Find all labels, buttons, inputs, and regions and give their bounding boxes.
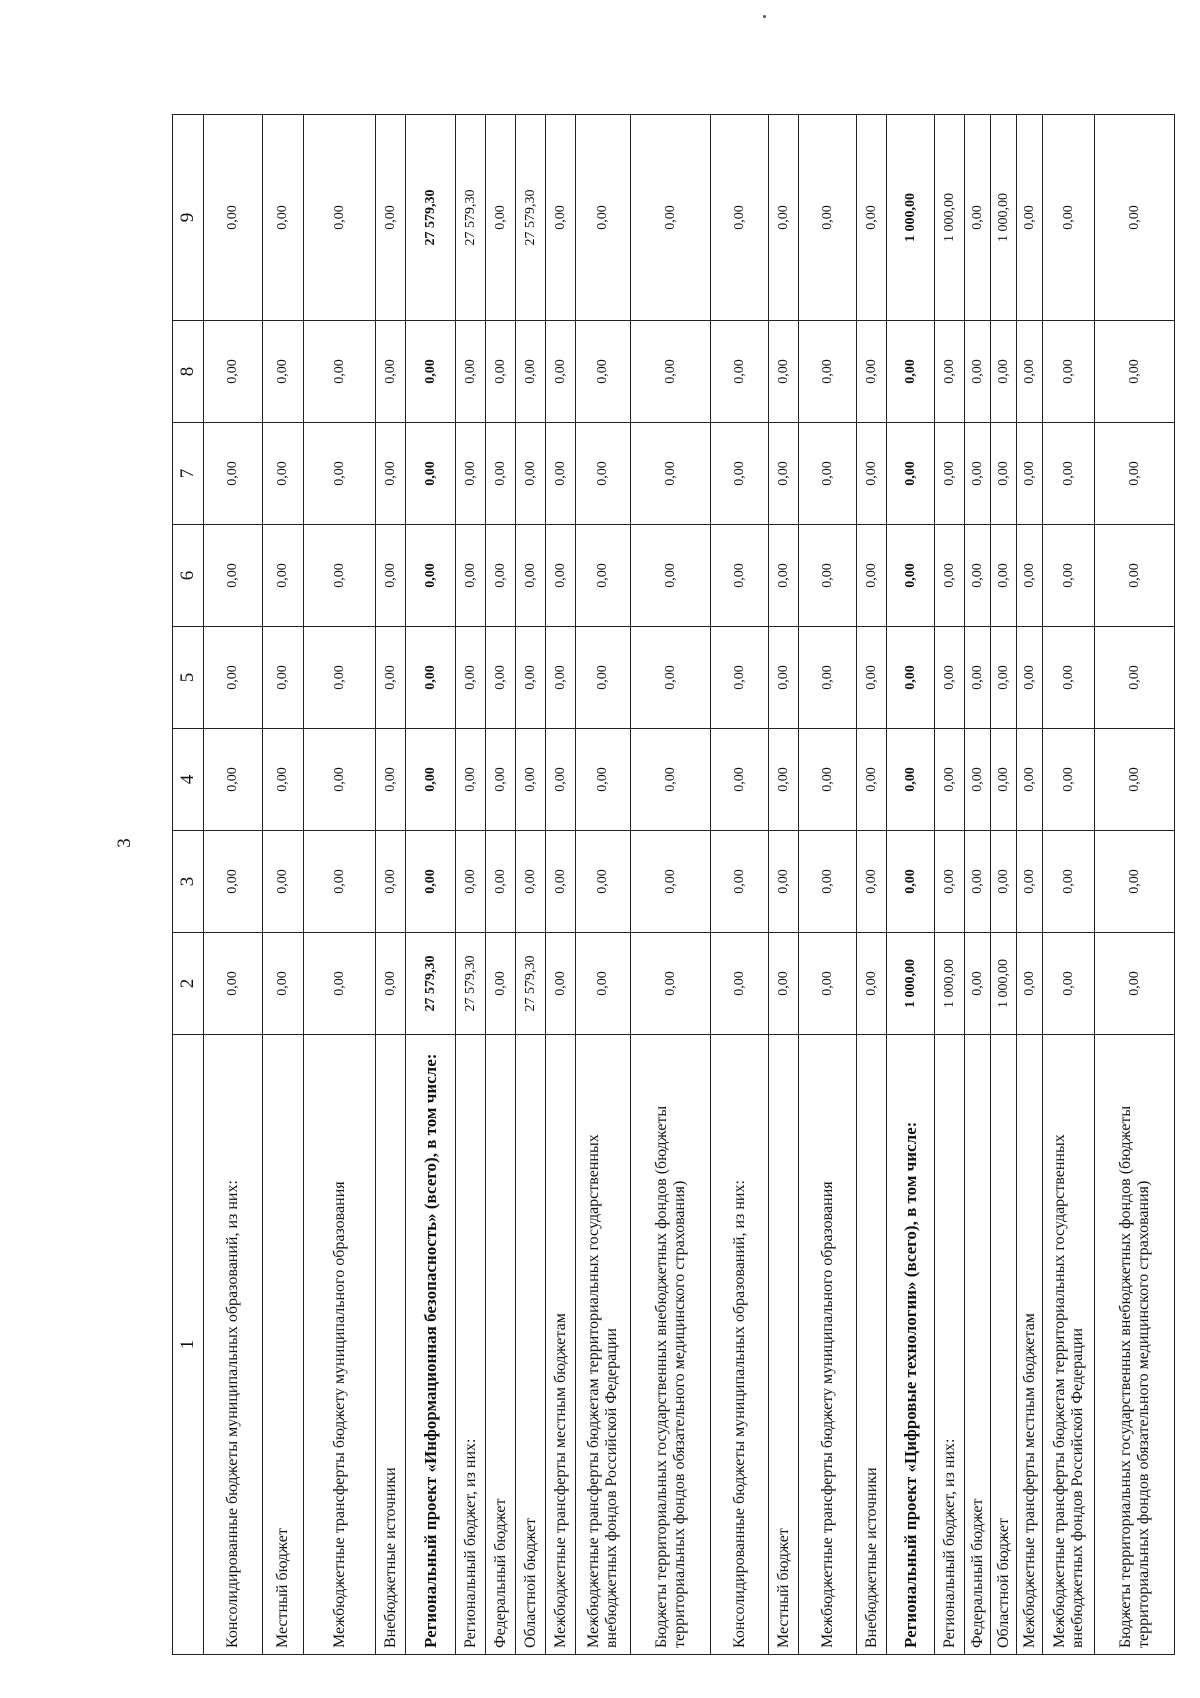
cell-value: 27 579,30 <box>516 115 546 321</box>
cell-value: 0,00 <box>406 423 456 525</box>
cell-value: 27 579,30 <box>406 933 456 1035</box>
cell-value: 0,00 <box>516 321 546 423</box>
cell-value: 0,00 <box>376 627 406 729</box>
cell-value: 0,00 <box>406 831 456 933</box>
cell-value: 0,00 <box>1095 831 1175 933</box>
cell-value: 0,00 <box>1017 525 1043 627</box>
cell-value: 0,00 <box>456 729 486 831</box>
cell-value: 27 579,30 <box>456 933 486 1035</box>
cell-value: 0,00 <box>376 423 406 525</box>
cell-value: 0,00 <box>576 831 631 933</box>
table-row <box>887 115 935 1655</box>
row-label: Внебюджетные источники <box>857 1035 887 1655</box>
table-row <box>516 115 546 1655</box>
cell-value: 0,00 <box>456 831 486 933</box>
cell-value: 0,00 <box>263 115 304 321</box>
cell-value: 0,00 <box>1043 525 1095 627</box>
cell-value: 0,00 <box>204 627 263 729</box>
cell-value: 0,00 <box>1043 321 1095 423</box>
cell-value: 0,00 <box>304 115 376 321</box>
cell-value: 0,00 <box>631 525 711 627</box>
cell-value: 0,00 <box>887 321 935 423</box>
cell-value: 0,00 <box>486 933 516 1035</box>
cell-value: 0,00 <box>376 321 406 423</box>
cell-value: 0,00 <box>1043 729 1095 831</box>
cell-value: 0,00 <box>769 627 799 729</box>
cell-value: 0,00 <box>486 831 516 933</box>
table-row <box>769 115 799 1655</box>
cell-value: 0,00 <box>965 627 991 729</box>
column-header: 7 <box>173 423 204 525</box>
cell-value: 0,00 <box>376 115 406 321</box>
cell-value: 0,00 <box>456 525 486 627</box>
cell-value: 0,00 <box>857 729 887 831</box>
cell-value: 0,00 <box>991 525 1017 627</box>
column-header: 5 <box>173 627 204 729</box>
cell-value: 0,00 <box>1095 627 1175 729</box>
cell-value: 1 000,00 <box>887 933 935 1035</box>
row-label: Региональный проект «Информационная безопасность» (всего), в том числе: <box>406 1035 456 1655</box>
cell-value: 0,00 <box>1095 321 1175 423</box>
cell-value: 0,00 <box>631 423 711 525</box>
cell-value: 0,00 <box>991 627 1017 729</box>
page-number: 3 <box>114 838 135 848</box>
table-row <box>406 115 456 1655</box>
column-header: 1 <box>173 1035 204 1655</box>
column-header: 4 <box>173 729 204 831</box>
cell-value: 0,00 <box>935 321 965 423</box>
cell-value: 1 000,00 <box>887 115 935 321</box>
cell-value: 1 000,00 <box>935 933 965 1035</box>
cell-value: 27 579,30 <box>406 115 456 321</box>
cell-value: 0,00 <box>887 627 935 729</box>
cell-value: 0,00 <box>406 729 456 831</box>
cell-value: 0,00 <box>769 933 799 1035</box>
row-label: Областной бюджет <box>991 1035 1017 1655</box>
cell-value: 0,00 <box>799 115 857 321</box>
cell-value: 0,00 <box>965 525 991 627</box>
cell-value: 0,00 <box>631 115 711 321</box>
cell-value: 0,00 <box>376 525 406 627</box>
cell-value: 0,00 <box>1043 933 1095 1035</box>
cell-value: 0,00 <box>799 729 857 831</box>
row-label: Консолидированные бюджеты муниципальных образований, из них: <box>711 1035 769 1655</box>
table-row <box>546 115 576 1655</box>
cell-value: 0,00 <box>711 423 769 525</box>
cell-value: 0,00 <box>769 525 799 627</box>
cell-value: 0,00 <box>991 321 1017 423</box>
cell-value: 0,00 <box>631 933 711 1035</box>
cell-value: 0,00 <box>546 321 576 423</box>
cell-value: 0,00 <box>711 831 769 933</box>
cell-value: 0,00 <box>935 831 965 933</box>
cell-value: 0,00 <box>406 525 456 627</box>
cell-value: 0,00 <box>965 115 991 321</box>
cell-value: 0,00 <box>991 423 1017 525</box>
cell-value: 0,00 <box>769 729 799 831</box>
cell-value: 0,00 <box>887 423 935 525</box>
cell-value: 0,00 <box>935 423 965 525</box>
cell-value: 0,00 <box>887 729 935 831</box>
cell-value: 0,00 <box>576 115 631 321</box>
table-row <box>456 115 486 1655</box>
cell-value: 0,00 <box>546 831 576 933</box>
cell-value: 0,00 <box>263 729 304 831</box>
cell-value: 0,00 <box>576 627 631 729</box>
cell-value: 0,00 <box>799 525 857 627</box>
cell-value: 0,00 <box>546 423 576 525</box>
row-label: Федеральный бюджет <box>965 1035 991 1655</box>
cell-value: 0,00 <box>857 627 887 729</box>
row-label: Бюджеты территориальных государственных внебюджетных фондов (бюджеты территориальных фондов обязательного медицинского страхования) <box>631 1035 711 1655</box>
table-row <box>263 115 304 1655</box>
cell-value: 0,00 <box>456 423 486 525</box>
cell-value: 0,00 <box>516 525 546 627</box>
table-row <box>857 115 887 1655</box>
cell-value: 0,00 <box>711 115 769 321</box>
cell-value: 0,00 <box>857 115 887 321</box>
cell-value: 0,00 <box>486 423 516 525</box>
row-label: Федеральный бюджет <box>486 1035 516 1655</box>
cell-value: 0,00 <box>304 831 376 933</box>
cell-value: 0,00 <box>935 729 965 831</box>
cell-value: 0,00 <box>304 933 376 1035</box>
column-header: 3 <box>173 831 204 933</box>
cell-value: 0,00 <box>1043 831 1095 933</box>
table-row <box>711 115 769 1655</box>
cell-value: 0,00 <box>631 627 711 729</box>
cell-value: 0,00 <box>304 729 376 831</box>
cell-value: 0,00 <box>376 831 406 933</box>
cell-value: 0,00 <box>576 423 631 525</box>
cell-value: 0,00 <box>546 729 576 831</box>
cell-value: 0,00 <box>516 423 546 525</box>
cell-value: 0,00 <box>857 423 887 525</box>
budget-table <box>172 114 1175 1655</box>
cell-value: 0,00 <box>1095 729 1175 831</box>
cell-value: 0,00 <box>456 321 486 423</box>
cell-value: 0,00 <box>631 321 711 423</box>
cell-value: 0,00 <box>1043 423 1095 525</box>
row-label: Консолидированные бюджеты муниципальных образований, из них: <box>204 1035 263 1655</box>
row-label: Областной бюджет <box>516 1035 546 1655</box>
cell-value: 0,00 <box>304 627 376 729</box>
table-row <box>304 115 376 1655</box>
rotated-table-container <box>172 115 1152 1655</box>
row-label: Межбюджетные трансферты местным бюджетам <box>1017 1035 1043 1655</box>
cell-value: 0,00 <box>486 321 516 423</box>
cell-value: 0,00 <box>516 627 546 729</box>
cell-value: 0,00 <box>711 933 769 1035</box>
cell-value: 0,00 <box>935 627 965 729</box>
row-label: Местный бюджет <box>263 1035 304 1655</box>
cell-value: 0,00 <box>1095 525 1175 627</box>
cell-value: 0,00 <box>991 729 1017 831</box>
row-label: Межбюджетные трансферты бюджетам территориальных государственных внебюджетных фондов Российской Федерации <box>576 1035 631 1655</box>
cell-value: 0,00 <box>263 627 304 729</box>
cell-value: 0,00 <box>486 729 516 831</box>
cell-value: 0,00 <box>711 729 769 831</box>
row-label: Межбюджетные трансферты бюджету муниципального образования <box>304 1035 376 1655</box>
cell-value: 0,00 <box>204 729 263 831</box>
cell-value: 0,00 <box>799 933 857 1035</box>
table-row <box>376 115 406 1655</box>
cell-value: 0,00 <box>263 525 304 627</box>
row-label: Внебюджетные источники <box>376 1035 406 1655</box>
cell-value: 0,00 <box>376 729 406 831</box>
cell-value: 0,00 <box>263 933 304 1035</box>
cell-value: 0,00 <box>576 525 631 627</box>
cell-value: 0,00 <box>1095 423 1175 525</box>
cell-value: 0,00 <box>546 115 576 321</box>
cell-value: 0,00 <box>204 115 263 321</box>
cell-value: 0,00 <box>711 321 769 423</box>
column-header: 2 <box>173 933 204 1035</box>
cell-value: 0,00 <box>406 627 456 729</box>
cell-value: 0,00 <box>1017 115 1043 321</box>
cell-value: 0,00 <box>576 321 631 423</box>
cell-value: 1 000,00 <box>935 115 965 321</box>
cell-value: 0,00 <box>263 321 304 423</box>
cell-value: 0,00 <box>799 423 857 525</box>
cell-value: 0,00 <box>631 729 711 831</box>
column-header: 9 <box>173 115 204 321</box>
cell-value: 0,00 <box>857 525 887 627</box>
row-label: Региональный проект «Цифровые технологии» (всего), в том числе: <box>887 1035 935 1655</box>
cell-value: 0,00 <box>516 831 546 933</box>
row-label: Межбюджетные трансферты бюджету муниципального образования <box>799 1035 857 1655</box>
cell-value: 0,00 <box>631 831 711 933</box>
cell-value: 0,00 <box>304 321 376 423</box>
cell-value: 0,00 <box>799 831 857 933</box>
table-row <box>935 115 965 1655</box>
column-header: 6 <box>173 525 204 627</box>
row-label: Межбюджетные трансферты местным бюджетам <box>546 1035 576 1655</box>
cell-value: 0,00 <box>516 729 546 831</box>
cell-value: 0,00 <box>1017 321 1043 423</box>
cell-value: 1 000,00 <box>991 115 1017 321</box>
column-header: 8 <box>173 321 204 423</box>
cell-value: 0,00 <box>576 933 631 1035</box>
table-row <box>1043 115 1095 1655</box>
row-label: Бюджеты территориальных государственных внебюджетных фондов (бюджеты территориальных фондов обязательного медицинского страхования) <box>1095 1035 1175 1655</box>
cell-value: 1 000,00 <box>991 933 1017 1035</box>
cell-value: 0,00 <box>546 627 576 729</box>
cell-value: 0,00 <box>965 831 991 933</box>
table-row <box>799 115 857 1655</box>
cell-value: 0,00 <box>376 933 406 1035</box>
cell-value: 0,00 <box>965 729 991 831</box>
table-row <box>204 115 263 1655</box>
cell-value: 0,00 <box>1017 729 1043 831</box>
table-row <box>991 115 1017 1655</box>
cell-value: 0,00 <box>204 423 263 525</box>
cell-value: 0,00 <box>799 321 857 423</box>
cell-value: 0,00 <box>1043 627 1095 729</box>
cell-value: 0,00 <box>1017 627 1043 729</box>
cell-value: 27 579,30 <box>516 933 546 1035</box>
cell-value: 0,00 <box>769 321 799 423</box>
cell-value: 0,00 <box>304 423 376 525</box>
table-row <box>1095 115 1175 1655</box>
cell-value: 0,00 <box>799 627 857 729</box>
cell-value: 0,00 <box>486 115 516 321</box>
cell-value: 0,00 <box>486 525 516 627</box>
cell-value: 0,00 <box>965 321 991 423</box>
cell-value: 0,00 <box>204 525 263 627</box>
cell-value: 0,00 <box>486 627 516 729</box>
cell-value: 27 579,30 <box>456 115 486 321</box>
cell-value: 0,00 <box>204 321 263 423</box>
table-header-row <box>173 115 204 1655</box>
cell-value: 0,00 <box>935 525 965 627</box>
scan-artifact-dot <box>763 15 766 18</box>
cell-value: 0,00 <box>769 831 799 933</box>
cell-value: 0,00 <box>576 729 631 831</box>
row-label: Межбюджетные трансферты бюджетам территориальных государственных внебюджетных фондов Российской Федерации <box>1043 1035 1095 1655</box>
cell-value: 0,00 <box>857 321 887 423</box>
cell-value: 0,00 <box>857 831 887 933</box>
cell-value: 0,00 <box>769 423 799 525</box>
row-label: Местный бюджет <box>769 1035 799 1655</box>
row-label: Региональный бюджет, из них: <box>935 1035 965 1655</box>
cell-value: 0,00 <box>991 831 1017 933</box>
cell-value: 0,00 <box>263 831 304 933</box>
cell-value: 0,00 <box>204 933 263 1035</box>
cell-value: 0,00 <box>406 321 456 423</box>
cell-value: 0,00 <box>546 933 576 1035</box>
cell-value: 0,00 <box>887 831 935 933</box>
cell-value: 0,00 <box>456 627 486 729</box>
cell-value: 0,00 <box>887 525 935 627</box>
table-row <box>486 115 516 1655</box>
row-label: Региональный бюджет, из них: <box>456 1035 486 1655</box>
cell-value: 0,00 <box>1095 933 1175 1035</box>
cell-value: 0,00 <box>204 831 263 933</box>
table-row <box>1017 115 1043 1655</box>
table-row <box>631 115 711 1655</box>
cell-value: 0,00 <box>1043 115 1095 321</box>
cell-value: 0,00 <box>965 423 991 525</box>
cell-value: 0,00 <box>263 423 304 525</box>
cell-value: 0,00 <box>711 525 769 627</box>
table-row <box>965 115 991 1655</box>
cell-value: 0,00 <box>965 933 991 1035</box>
cell-value: 0,00 <box>1017 423 1043 525</box>
cell-value: 0,00 <box>711 627 769 729</box>
cell-value: 0,00 <box>546 525 576 627</box>
cell-value: 0,00 <box>304 525 376 627</box>
cell-value: 0,00 <box>1095 115 1175 321</box>
cell-value: 0,00 <box>857 933 887 1035</box>
cell-value: 0,00 <box>769 115 799 321</box>
cell-value: 0,00 <box>1017 933 1043 1035</box>
cell-value: 0,00 <box>1017 831 1043 933</box>
table-row <box>576 115 631 1655</box>
